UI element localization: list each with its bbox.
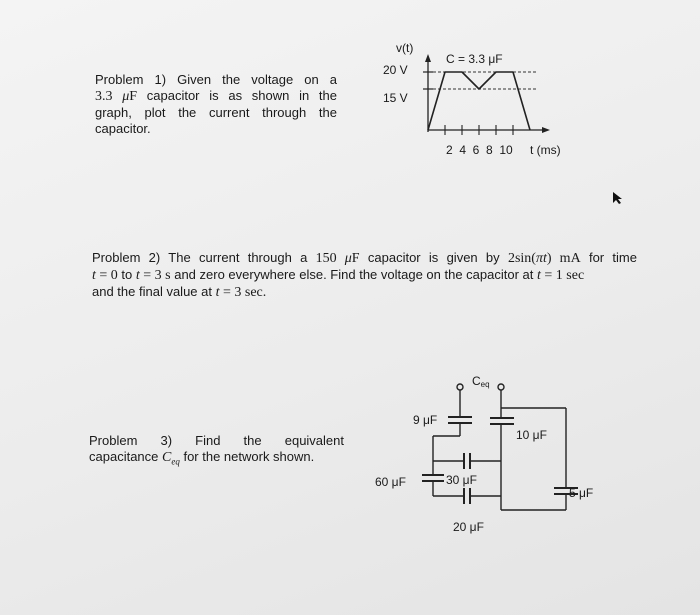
problem-1-line-1 (95, 72, 337, 88)
problem-3-text (89, 433, 344, 470)
label-60uf: 60 μF (375, 475, 406, 489)
problem-2-tf: t (215, 285, 220, 300)
ceq-label-c: C (472, 374, 481, 388)
ceq-terminal-right (498, 384, 504, 390)
problem-1-line-3-text: graph, plot the current through the (95, 105, 337, 120)
problem-3-line-1 (89, 433, 344, 449)
problem-2-mid: capacitor is given by (359, 250, 508, 265)
graph-waveform (428, 72, 530, 130)
graph-y-axis-label: v(t) (396, 41, 414, 55)
problem-2-lead: Problem 2) The current through a (92, 250, 316, 265)
problem-1-line-4-text: capacitor. (95, 121, 151, 136)
problem-3-line-2-end: for the network shown. (179, 449, 315, 464)
problem-3-line-1-text: Problem 3) Find the equivalent (89, 433, 344, 448)
graph-x-tick-labels: 2 4 6 8 10 (446, 143, 513, 157)
problem-2-t1: t (537, 268, 541, 283)
problem-2-eq0: = 0 (95, 268, 118, 283)
label-10uf: 10 μF (516, 428, 547, 442)
problem-2-expr-t: t (542, 251, 547, 266)
problem-2-expr-two: 2 (507, 251, 515, 266)
problem-2-expr-unit: mA (551, 251, 581, 266)
problem-2-t0: t (92, 268, 96, 283)
problem-3-line-2-start: capacitance (89, 449, 162, 464)
problem-2-line-2-mid: and zero everywhere else. Find the voltage on the capacitor at (170, 267, 537, 282)
problem-2-eq3: = 3 s (139, 268, 171, 283)
problem-2-eqf: = 3 sec. (219, 285, 267, 300)
ceq-label (472, 374, 490, 389)
problem-1-line-4 (95, 121, 337, 137)
problem-2-expr-sin: sin( (514, 251, 536, 266)
problem-2-t3: t (135, 268, 140, 283)
problem-2-text (92, 250, 637, 301)
label-9uf: 9 μF (413, 413, 438, 427)
problem-2-unit-f: F (351, 251, 360, 266)
problem-1-mid: capacitor is as shown in the (137, 88, 337, 103)
problem-3-line-2 (89, 449, 344, 470)
problem-2-eq1: = 1 sec (540, 268, 585, 283)
graph-y-tick-20: 20 V (383, 63, 408, 77)
problem-1-text (95, 72, 337, 137)
graph-x-axis-arrow (542, 127, 550, 133)
label-20uf: 20 μF (453, 520, 484, 534)
problem-2-to: to (117, 267, 136, 282)
capacitor-network-diagram (360, 360, 620, 550)
ceq-label-sub: eq (480, 380, 490, 389)
problem-1-unit-f: F (129, 89, 138, 104)
graph-y-axis-arrow (425, 54, 431, 62)
problem-1-line-3 (95, 105, 337, 121)
problem-3-ceq-sub: eq (171, 456, 180, 467)
problem-2-expr-pi: π (535, 251, 543, 266)
mouse-cursor-icon (611, 190, 625, 206)
problem-1-cap-value: 3.3 (95, 89, 113, 104)
problem-2-line-3 (92, 284, 637, 301)
problem-2-line-3-start: and the final value at (92, 284, 216, 299)
problem-2-expr-close: ) (546, 251, 552, 266)
voltage-graph (360, 38, 620, 168)
problem-3-ceq-c: C (162, 450, 172, 465)
graph-cap-label: C = 3.3 μF (446, 52, 503, 66)
problem-1-unit-mu: μ (122, 89, 130, 104)
problem-1-line-2 (95, 88, 337, 105)
problem-2-unit-mu: μ (344, 251, 352, 266)
problem-1-lead: Problem 1) Given the voltage on a (95, 72, 337, 87)
problem-2-line-1 (92, 250, 637, 267)
ceq-terminal-left (457, 384, 463, 390)
graph-x-axis-label: t (ms) (530, 143, 561, 157)
label-5uf: 5 μF (569, 486, 594, 500)
graph-y-tick-15: 15 V (383, 91, 408, 105)
problem-2-tail: for time (580, 250, 637, 265)
problem-2-cap-value: 150 (315, 251, 345, 266)
problem-2-line-2 (92, 267, 637, 284)
label-30uf: 30 μF (446, 473, 477, 487)
